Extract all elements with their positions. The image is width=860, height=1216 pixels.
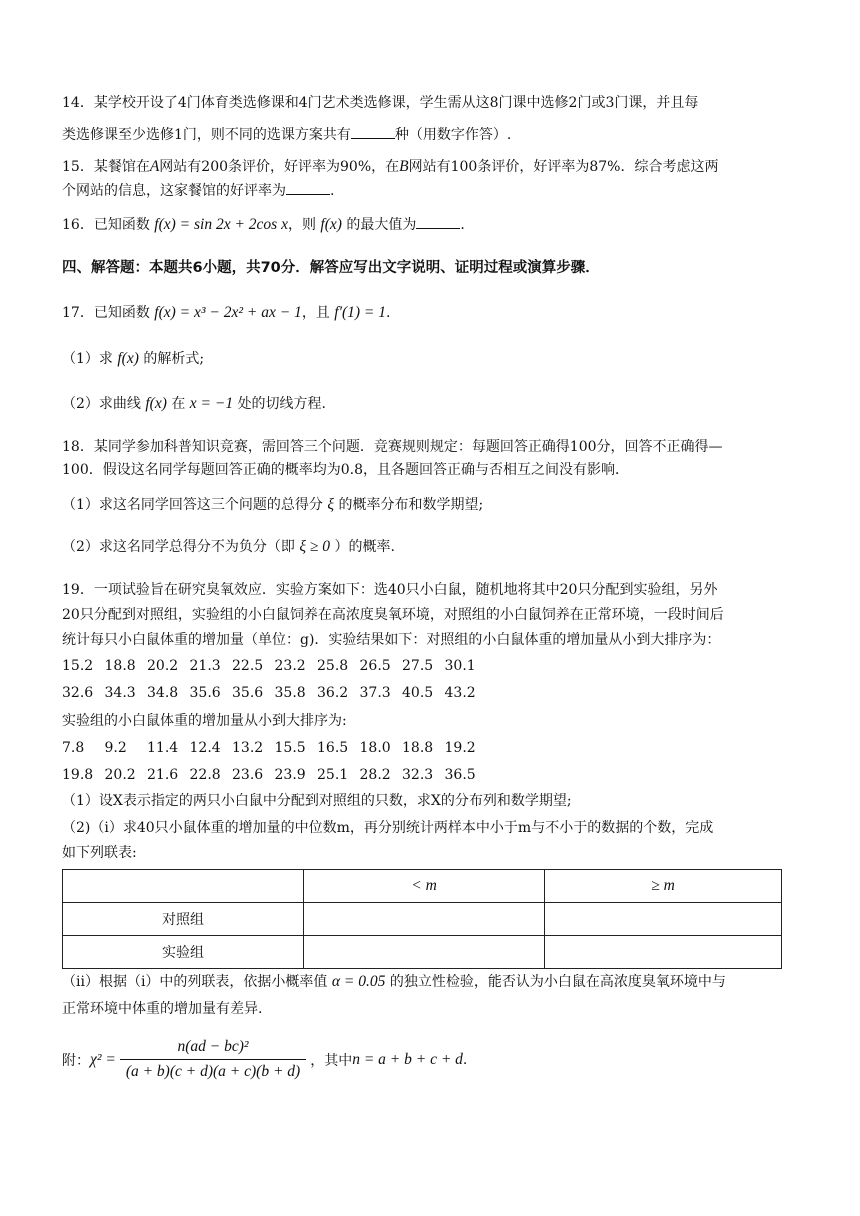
answer-blank-q15 [286, 194, 330, 195]
q18-part1 [62, 495, 483, 515]
q19-line3: 统计每只小白鼠体重的增加量（单位：g)．实验结果如下：对照组的小白鼠体重的增加量从小到大排序为： [62, 632, 721, 648]
q17-p2a: （2）求曲线 [62, 396, 141, 412]
q18-p1a: （1）求这名同学回答这三个问题的总得分 [62, 497, 323, 513]
table-row [63, 936, 782, 969]
note-end: . [462, 1051, 468, 1068]
q18-part2 [62, 537, 395, 557]
data-value: 21.3 [189, 658, 221, 674]
q16-suffix: 的最大值为 [346, 217, 417, 233]
q14-line2 [62, 125, 511, 145]
data-value: 28.2 [359, 767, 391, 783]
data-value: 21.6 [147, 767, 179, 783]
data-value: 18.8 [104, 658, 136, 674]
note-label: 附： [62, 1052, 90, 1069]
q19-line2: 20只分配到对照组，实验组的小白鼠饲养在高浓度臭氧环境，对照组的小白鼠饲养在正常环境，一段时间后 [62, 607, 724, 623]
q18-p2a: （2）求这名同学总得分不为负分（即 [62, 539, 295, 555]
data-value: 12.4 [189, 740, 221, 756]
header-less-than-m: < m [304, 870, 545, 903]
q17-p2-x: x = −1 [189, 395, 234, 412]
data-value: 7.8 [62, 740, 85, 756]
control-group-row-1 [62, 656, 487, 676]
data-value: 18.8 [402, 740, 434, 756]
data-value: 23.6 [232, 767, 264, 783]
data-value: 32.3 [402, 767, 434, 783]
alpha-value: α = 0.05 [331, 973, 386, 990]
data-value: 35.8 [274, 685, 306, 701]
q19-p2ii-a: （ii）根据（i）中的列联表，依据小概率值 [62, 974, 328, 990]
q15-line1 [62, 157, 718, 177]
q16-function: f(x) = sin 2x + 2cos x [154, 216, 288, 233]
data-value: 34.3 [104, 685, 136, 701]
data-value: 19.2 [444, 740, 476, 756]
q17-part2 [62, 394, 326, 414]
data-value: 43.2 [444, 685, 476, 701]
table-header-row [63, 870, 782, 903]
q15-line2b: . [330, 183, 335, 199]
data-value: 35.6 [232, 685, 264, 701]
q16-mid: ，则 [287, 217, 316, 233]
q15-site-a: A [149, 158, 160, 175]
header-not-less-than-m: ≥ m [545, 870, 782, 903]
note-mid: ，其中 [310, 1052, 353, 1069]
q15-line1b: 网站有200条评价，好评率为90%，在 [159, 159, 400, 175]
chi-square-denominator: (a + b)(c + d)(a + c)(b + d) [125, 1063, 301, 1080]
data-value: 22.5 [232, 658, 264, 674]
q18-xi: ξ [327, 496, 334, 513]
table-cell-empty [545, 936, 782, 969]
table-corner-cell [63, 870, 304, 903]
data-value: 13.2 [232, 740, 264, 756]
q18-line2: 100．假设这名同学每题回答正确的概率均为0.8，且各题回答正确与否相互之间没有影响． [62, 462, 629, 478]
q17-p2b: 在 [171, 396, 186, 412]
q19-part2-line2: 如下列联表: [62, 845, 137, 861]
data-value: 32.6 [62, 685, 94, 701]
q19-line1: 19．一项试验旨在研究臭氧效应．实验方案如下：选40只小白鼠，随机地将其中20只分配到实验组，另外 [62, 582, 718, 598]
data-value: 34.8 [147, 685, 179, 701]
data-value: 36.2 [317, 685, 349, 701]
chi-square-lhs: χ² = [90, 1050, 116, 1068]
control-group-row-2 [62, 683, 487, 703]
q18-p1b: 的概率分布和数学期望; [338, 497, 484, 513]
q15-line2 [62, 181, 334, 201]
q19-part2-line1: （2)（i）求40只小鼠体重的增加量的中位数m，再分别统计两样本中小于m与不小于的数据的个数，完成 [62, 820, 714, 836]
q15-line1a: 15．某餐馆在 [62, 159, 150, 175]
q17-end: . [386, 305, 391, 321]
q17-function: f(x) = x³ − 2x² + ax − 1 [154, 304, 302, 321]
q17-p1a: （1）求 [62, 351, 113, 367]
data-value: 26.5 [359, 658, 391, 674]
row-label-control: 对照组 [63, 903, 304, 936]
chi-square-fraction [120, 1038, 306, 1081]
q14-line1: 14．某学校开设了4门体育类选修课和4门艺术类选修课，学生需从这8门课中选修2门或3门课，并且每 [62, 95, 699, 111]
q16-prefix: 16．已知函数 [62, 217, 150, 233]
q17-mid: ，且 [301, 305, 330, 321]
q17-prefix: 17．已知函数 [62, 305, 150, 321]
row-label-experiment: 实验组 [63, 936, 304, 969]
q16-fx: f(x) [320, 216, 342, 233]
data-value: 23.2 [274, 658, 306, 674]
data-value: 23.9 [274, 767, 306, 783]
data-value: 30.1 [444, 658, 476, 674]
data-value: 19.8 [62, 767, 94, 783]
data-value: 11.4 [147, 740, 179, 756]
data-value: 25.8 [317, 658, 349, 674]
contingency-table [62, 869, 782, 969]
q17-p2-fx: f(x) [145, 395, 167, 412]
chi-square-formula [62, 1038, 467, 1081]
experiment-group-title: 实验组的小白鼠体重的增加量从小到大排序为: [62, 713, 347, 729]
n-definition: n = a + b + c + d [352, 1050, 463, 1068]
data-value: 36.5 [444, 767, 476, 783]
data-value: 9.2 [104, 740, 127, 756]
table-row [63, 903, 782, 936]
q17-part1 [62, 349, 204, 369]
q16-end: . [460, 217, 465, 233]
table-cell-empty [304, 903, 545, 936]
q15-site-b: B [399, 158, 409, 175]
q17-p1b: 的解析式; [143, 351, 205, 367]
q18-line1: 18．某同学参加科普知识竞赛，需回答三个问题．竞赛规则规定：每题回答正确得100分，回答不正确得— [62, 439, 723, 455]
q15-line2a: 个网站的信息，这家餐馆的好评率为 [62, 183, 286, 199]
answer-blank-q16 [416, 228, 460, 229]
data-value: 15.2 [62, 658, 94, 674]
q17-p1-fx: f(x) [117, 350, 139, 367]
data-value: 35.6 [189, 685, 221, 701]
q14-line2b: 种（用数字作答）. [394, 127, 512, 143]
q15-line1c: 网站有100条评价，好评率为87%．综合考虑这两 [408, 159, 719, 175]
data-value: 22.8 [189, 767, 221, 783]
q17-line [62, 303, 390, 323]
data-value: 18.0 [359, 740, 391, 756]
section-4-heading: 四、解答题：本题共6小题，共70分．解答应写出文字说明、证明过程或演算步骤． [62, 260, 600, 276]
q19-part1: （1）设X表示指定的两只小白鼠中分配到对照组的只数，求X的分布列和数学期望; [62, 793, 572, 809]
data-value: 40.5 [402, 685, 434, 701]
data-value: 20.2 [147, 658, 179, 674]
q17-p2c: 处的切线方程. [237, 396, 327, 412]
experiment-group-row-2 [62, 765, 487, 785]
q19-part2ii-line1 [62, 972, 726, 992]
data-value: 25.1 [317, 767, 349, 783]
answer-blank-q14 [351, 138, 395, 139]
q17-condition: f′(1) = 1 [334, 304, 386, 321]
q19-p2ii-b: 的独立性检验，能否认为小白鼠在高浓度臭氧环境中与 [389, 974, 726, 990]
table-cell-empty [545, 903, 782, 936]
q18-p2-condition: ξ ≥ 0 [299, 538, 331, 555]
q19-part2ii-line2: 正常环境中体重的增加量有差异. [62, 1001, 263, 1017]
data-value: 37.3 [359, 685, 391, 701]
data-value: 15.5 [274, 740, 306, 756]
data-value: 27.5 [402, 658, 434, 674]
data-value: 16.5 [317, 740, 349, 756]
data-value: 20.2 [104, 767, 136, 783]
chi-square-numerator: n(ad − bc)² [120, 1038, 306, 1060]
q16-line [62, 215, 465, 235]
table-cell-empty [304, 936, 545, 969]
q18-p2b: ）的概率. [334, 539, 395, 555]
q14-line2a: 类选修课至少选修1门，则不同的选课方案共有 [62, 127, 351, 143]
experiment-group-row-1 [62, 738, 487, 758]
